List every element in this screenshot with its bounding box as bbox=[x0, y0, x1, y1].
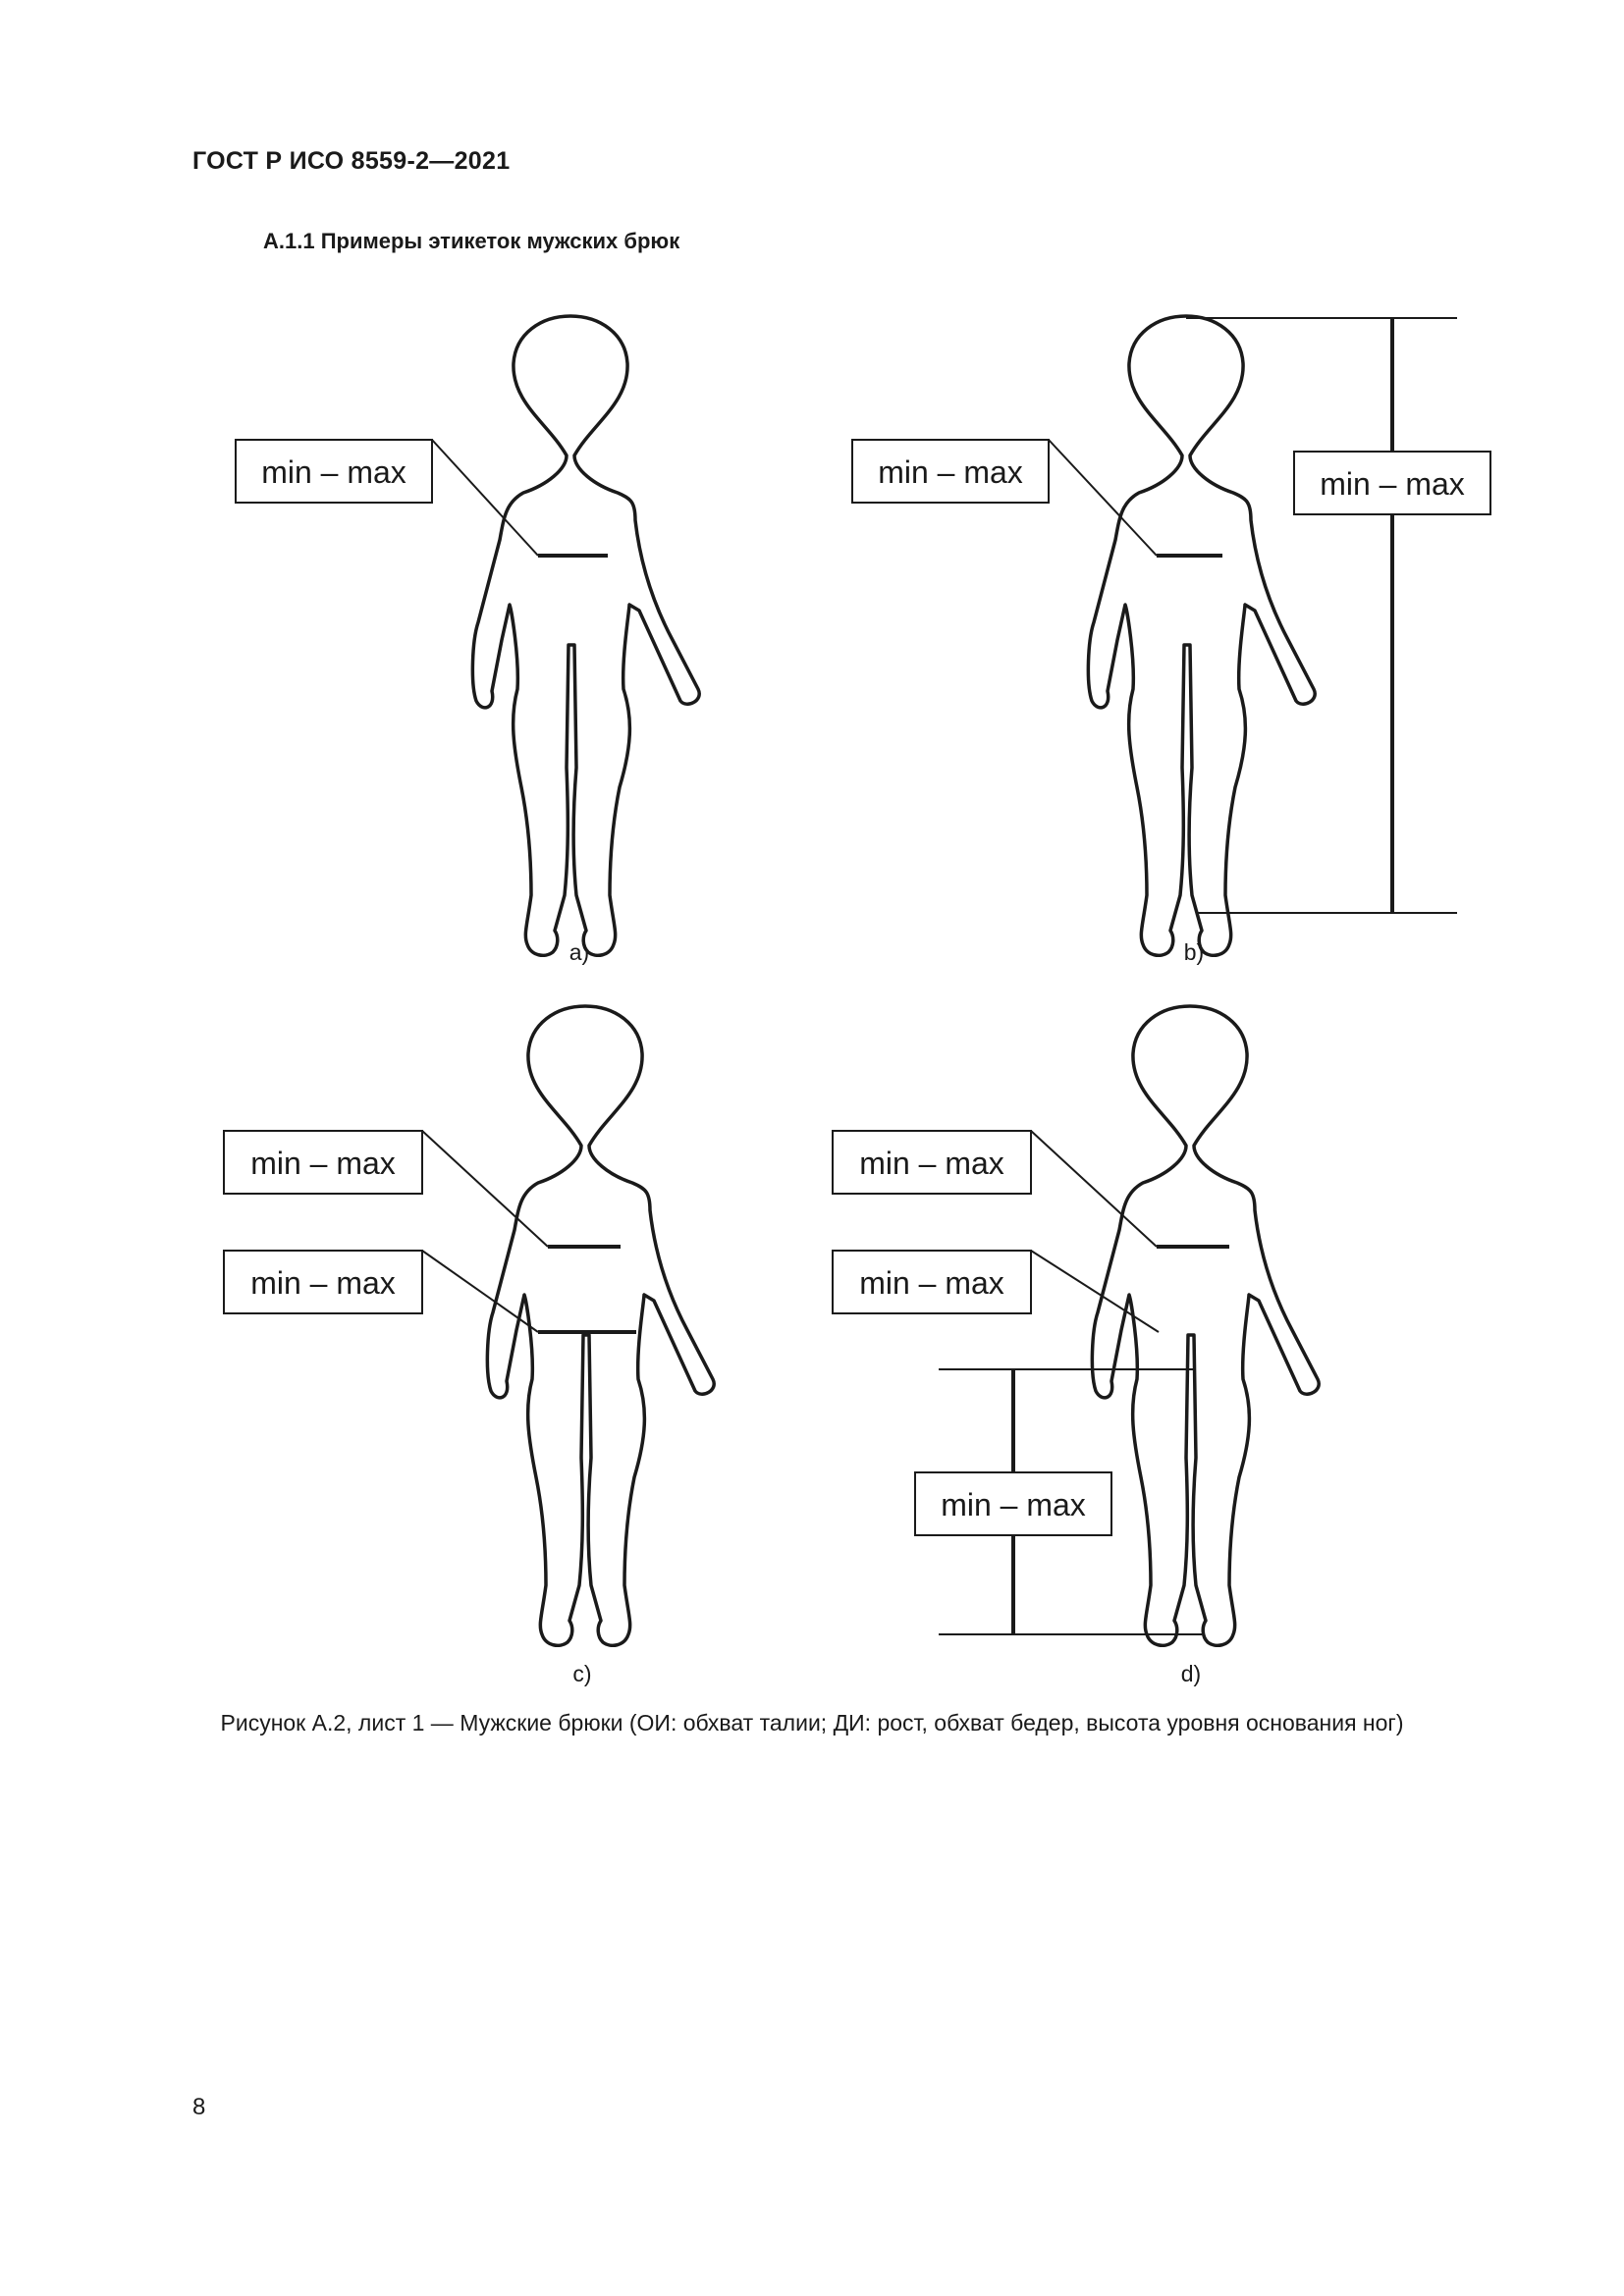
figure-c bbox=[224, 1006, 714, 1686]
figure-d bbox=[833, 1006, 1319, 1686]
figure-b bbox=[852, 316, 1490, 965]
figure-caption: Рисунок А.2, лист 1 — Мужские брюки (ОИ: обхват талии; ДИ: рост, обхват бедер, высота уровня основания ног) bbox=[220, 1710, 1404, 1735]
page-number: 8 bbox=[192, 2094, 206, 2120]
sublabel-b: b) bbox=[1183, 939, 1205, 965]
label-text-c2: min – max bbox=[250, 1265, 396, 1301]
sublabel-d: d) bbox=[1180, 1661, 1202, 1686]
silhouette-d bbox=[1092, 1006, 1319, 1645]
label-text-b1: min – max bbox=[878, 454, 1023, 490]
figure-a bbox=[236, 316, 699, 965]
label-text-a: min – max bbox=[261, 454, 406, 490]
label-text-b2: min – max bbox=[1320, 466, 1465, 502]
label-text-d2: min – max bbox=[859, 1265, 1004, 1301]
section-title: А.1.1 Примеры этикеток мужских брюк bbox=[263, 229, 680, 253]
document-code: ГОСТ Р ИСО 8559-2—2021 bbox=[192, 147, 511, 175]
silhouette-b bbox=[1088, 316, 1315, 955]
sublabel-c: c) bbox=[572, 1661, 592, 1686]
sublabel-a: a) bbox=[568, 939, 590, 965]
silhouette-c bbox=[487, 1006, 714, 1645]
label-text-d1: min – max bbox=[859, 1146, 1004, 1181]
label-text-c1: min – max bbox=[250, 1146, 396, 1181]
label-text-d3: min – max bbox=[941, 1487, 1086, 1522]
silhouette-a bbox=[472, 316, 699, 955]
